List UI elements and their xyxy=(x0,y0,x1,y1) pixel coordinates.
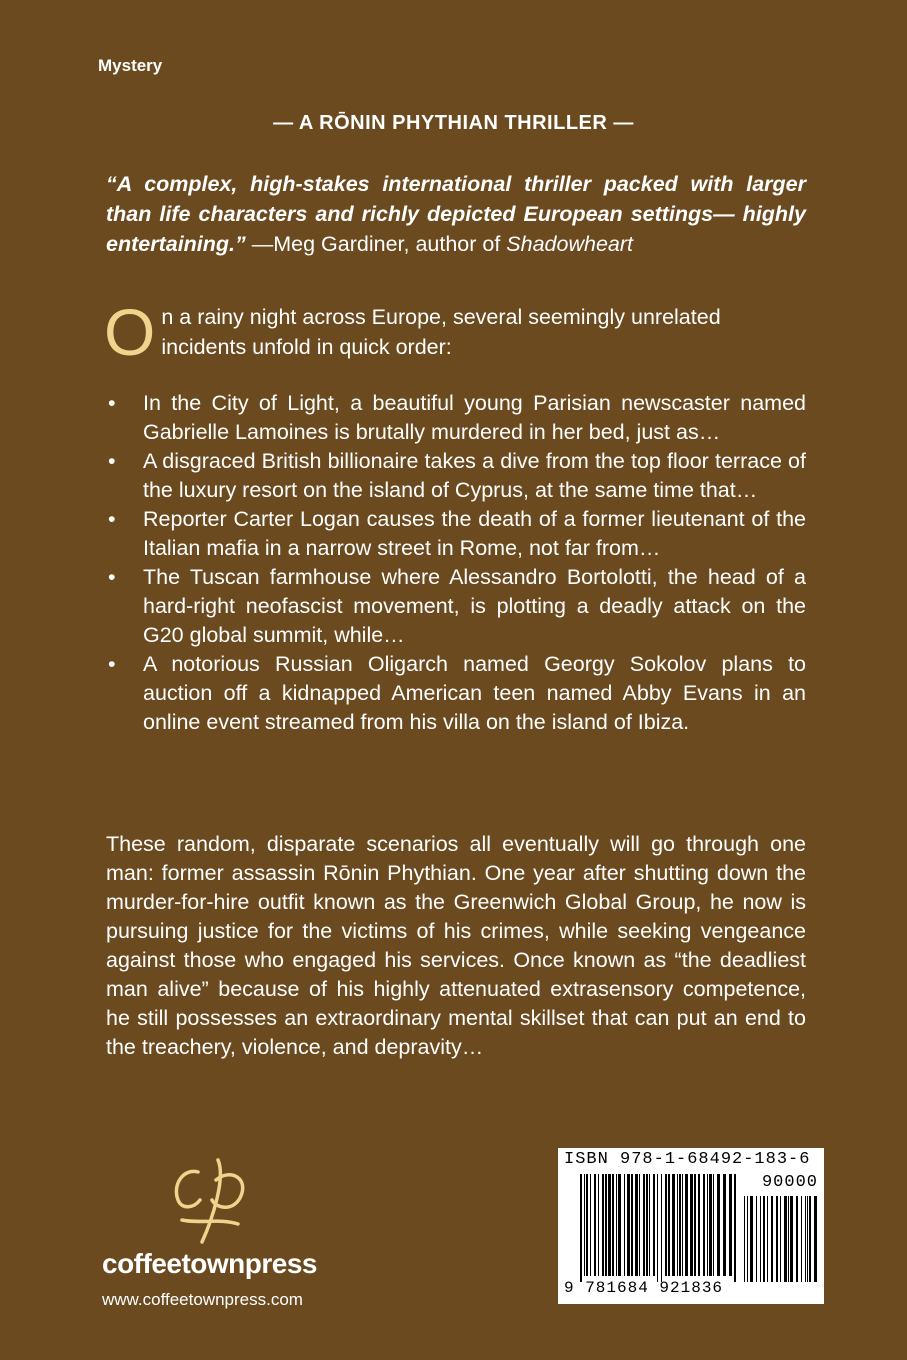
isbn-text: ISBN 978-1-68492-183-6 xyxy=(564,1150,811,1169)
intro-paragraph xyxy=(104,295,806,369)
list-item xyxy=(106,389,806,447)
barcode-number: 9 781684 921836 xyxy=(564,1279,724,1297)
list-item-text: A disgraced British billionaire takes a dive from the top floor terrace of the luxury resort on the island of Cyprus, at the same time that… xyxy=(143,449,806,502)
list-item-text: Reporter Carter Logan causes the death of a former lieutenant of the Italian mafia in a narrow street in Rome, not far from… xyxy=(143,507,806,560)
review-quote: “A complex, high-stakes international thriller packed with larger than life characters and richly depicted European settings— highly entertaining.” xyxy=(106,172,806,256)
list-item xyxy=(106,650,806,737)
list-item-text: The Tuscan farmhouse where Alessandro Bortolotti, the head of a hard-right neofascist movement, is plotting a deadly attack on the G20 global summit, while… xyxy=(143,565,806,647)
drop-cap: O xyxy=(104,295,156,369)
bullet-icon: • xyxy=(108,449,116,473)
barcode-panel xyxy=(558,1148,824,1304)
bullet-icon: • xyxy=(108,507,116,531)
bullet-icon: • xyxy=(108,652,116,676)
closing-paragraph: These random, disparate scenarios all eventually will go through one man: former assassin Rōnin Phythian. One year after shutting down the murder-for-hire outfit known as the Greenwich Global Group, he now is pursuing justice for the victims of his crimes, while seeking vengeance against those who engaged his services. Once known as “the deadliest man alive” because of his highly attenuated extrasensory competence, he still possesses an extraordinary mental skillset that can put an end to the treachery, violence, and depravity… xyxy=(106,832,806,1059)
review-attribution: —Meg Gardiner, author of xyxy=(245,232,507,256)
publisher-name: coffeetownpress xyxy=(102,1248,317,1279)
intro-text: n a rainy night across Europe, several seemingly unrelated incidents unfold in quick order: xyxy=(161,305,721,359)
publisher-url: www.coffeetownpress.com xyxy=(102,1290,303,1309)
series-title: — A RŌNIN PHYTHIAN THRILLER — xyxy=(273,112,634,134)
list-item xyxy=(106,505,806,563)
genre-label: Mystery xyxy=(98,56,163,75)
list-item xyxy=(106,563,806,650)
list-item-text: In the City of Light, a beautiful young Parisian newscaster named Gabrielle Lamoines is brutally murdered in her bed, just as… xyxy=(143,391,806,444)
cp-monogram-icon xyxy=(160,1150,260,1250)
incident-list xyxy=(106,389,806,737)
price-code: 90000 xyxy=(761,1173,818,1192)
bullet-icon: • xyxy=(108,565,116,589)
list-item xyxy=(106,447,806,505)
review-book-title: Shadowheart xyxy=(506,232,633,256)
review-blurb xyxy=(106,169,806,259)
bullet-icon: • xyxy=(108,391,116,415)
list-item-text: A notorious Russian Oligarch named Georgy Sokolov plans to auction off a kidnapped American teen named Abby Evans in an online event streamed from his villa on the island of Ibiza. xyxy=(143,652,806,734)
